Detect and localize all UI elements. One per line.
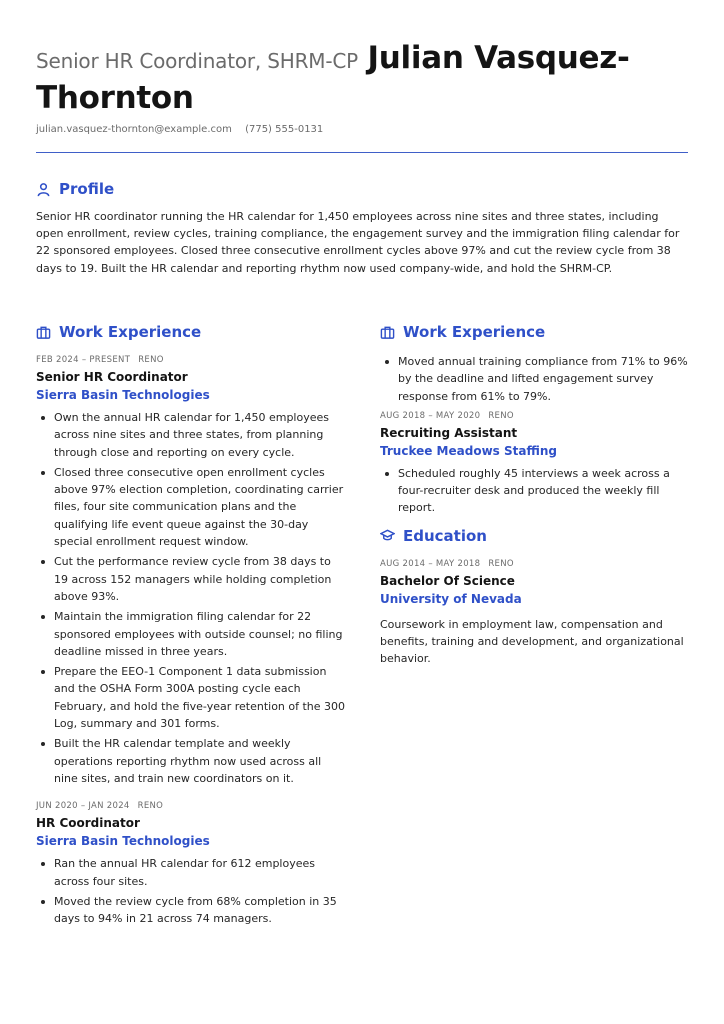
phone-number[interactable]: (775) 555-0131: [245, 124, 324, 135]
briefcase-icon: [380, 325, 395, 340]
job-meta: [36, 355, 346, 365]
contact-line: [36, 124, 333, 135]
job-bullets: [36, 855, 346, 927]
briefcase-icon: [36, 325, 51, 340]
header-divider: [36, 152, 688, 153]
bullet-item: Moved annual training compliance from 71% to 96% by the deadline and lifted engagement survey response from 61% to 79%.: [380, 353, 688, 405]
title-line: [36, 40, 688, 117]
bullet-item: Built the HR calendar template and weekly operations reporting rhythm now used across all nine sites, and train new coordinators on it.: [36, 735, 346, 787]
job-bullets: [380, 465, 688, 517]
role-title: Senior HR Coordinator, SHRM-CP: [36, 49, 358, 73]
job-bullets: [36, 409, 346, 787]
education-heading-label: Education: [403, 526, 487, 545]
graduation-cap-icon: [380, 528, 395, 543]
job-meta: [380, 411, 688, 421]
bullet-item: Maintain the immigration filing calendar for 22 sponsored employees with outside counsel; no filing deadline missed in three years.: [36, 608, 346, 660]
job-location: RENO: [488, 410, 514, 421]
job-entry: [36, 801, 346, 927]
education-dates: AUG 2014 – MAY 2018: [380, 558, 481, 569]
job-entry: [36, 355, 346, 787]
profile-summary: Senior HR coordinator running the HR calendar for 1,450 employees across nine sites and three states, including open enrollment, review cycles, training compliance, the engagement survey and the immigration filing calendar for 22 sponsored employees. Closed three consecutive enrollment cycles above 97% and cut the review cycle from 38 days to 19. Built the HR calendar and reporting rhythm now used company-wide, and hold the SHRM-CP.: [36, 210, 680, 275]
job-company: Sierra Basin Technologies: [36, 834, 210, 849]
job-title: Senior HR Coordinator: [36, 370, 188, 384]
job-company: Sierra Basin Technologies: [36, 388, 210, 402]
person-icon: [36, 182, 51, 197]
bullet-item: Moved the review cycle from 68% completion in 35 days to 94% in 21 across 74 managers.: [36, 893, 346, 928]
degree-title: Bachelor Of Science: [380, 573, 515, 588]
job-company: Truckee Meadows Staffing: [380, 443, 557, 458]
job-dates: JUN 2020 – JAN 2024: [36, 801, 130, 812]
left-column: [36, 323, 346, 930]
job-title: HR Coordinator: [36, 816, 140, 831]
right-column: [380, 323, 688, 668]
education-section: [380, 527, 688, 668]
email-link[interactable]: julian.vasquez-thornton@example.com: [36, 124, 232, 135]
bullet-item: Cut the performance review cycle from 38 days to 19 across 152 managers while holding completion above 93%.: [36, 553, 346, 605]
school-name: University of Nevada: [380, 591, 522, 606]
job-dates: AUG 2018 – MAY 2020: [380, 410, 481, 421]
job-entry: [380, 411, 688, 517]
bullet-item: Prepare the EEO-1 Component 1 data submission and the OSHA Form 300A posting cycle each February, and hold the five-year retention of the 300 Log, summary and 301 forms.: [36, 663, 346, 732]
bullet-item: Ran the annual HR calendar for 612 employees across four sites.: [36, 855, 346, 890]
work-experience-heading-label: Work Experience: [59, 323, 202, 341]
candidate-name: Julian Vasquez-Thornton: [36, 40, 630, 116]
continued-bullets: [380, 353, 688, 405]
profile-section: [36, 180, 688, 277]
job-location: RENO: [138, 355, 164, 365]
profile-heading: [36, 180, 688, 198]
education-meta: [380, 559, 688, 569]
education-location: RENO: [488, 558, 514, 569]
job-meta: [36, 801, 346, 811]
bullet-item: Own the annual HR calendar for 1,450 employees across nine sites and three states, from planning through close and reporting on every cycle.: [36, 409, 346, 461]
profile-heading-label: Profile: [59, 180, 115, 198]
bullet-item: Closed three consecutive open enrollment cycles above 97% election completion, coordinating carrier files, four site communication plans and the qualifying life event queue against the 30-day special enrollment request window.: [36, 464, 346, 550]
education-description: Coursework in employment law, compensation and benefits, training and development, and organizational behavior.: [380, 617, 684, 666]
resume-header: [36, 40, 688, 117]
work-experience-continued-label: Work Experience: [403, 323, 546, 341]
job-dates: FEB 2024 – PRESENT: [36, 355, 131, 365]
work-experience-heading: [36, 323, 346, 341]
education-heading: [380, 527, 688, 545]
job-title: Recruiting Assistant: [380, 425, 518, 440]
job-location: RENO: [137, 801, 164, 812]
work-experience-continued-heading: [380, 323, 688, 341]
bullet-item: Scheduled roughly 45 interviews a week across a four-recruiter desk and produced the weekly fill report.: [380, 465, 688, 517]
